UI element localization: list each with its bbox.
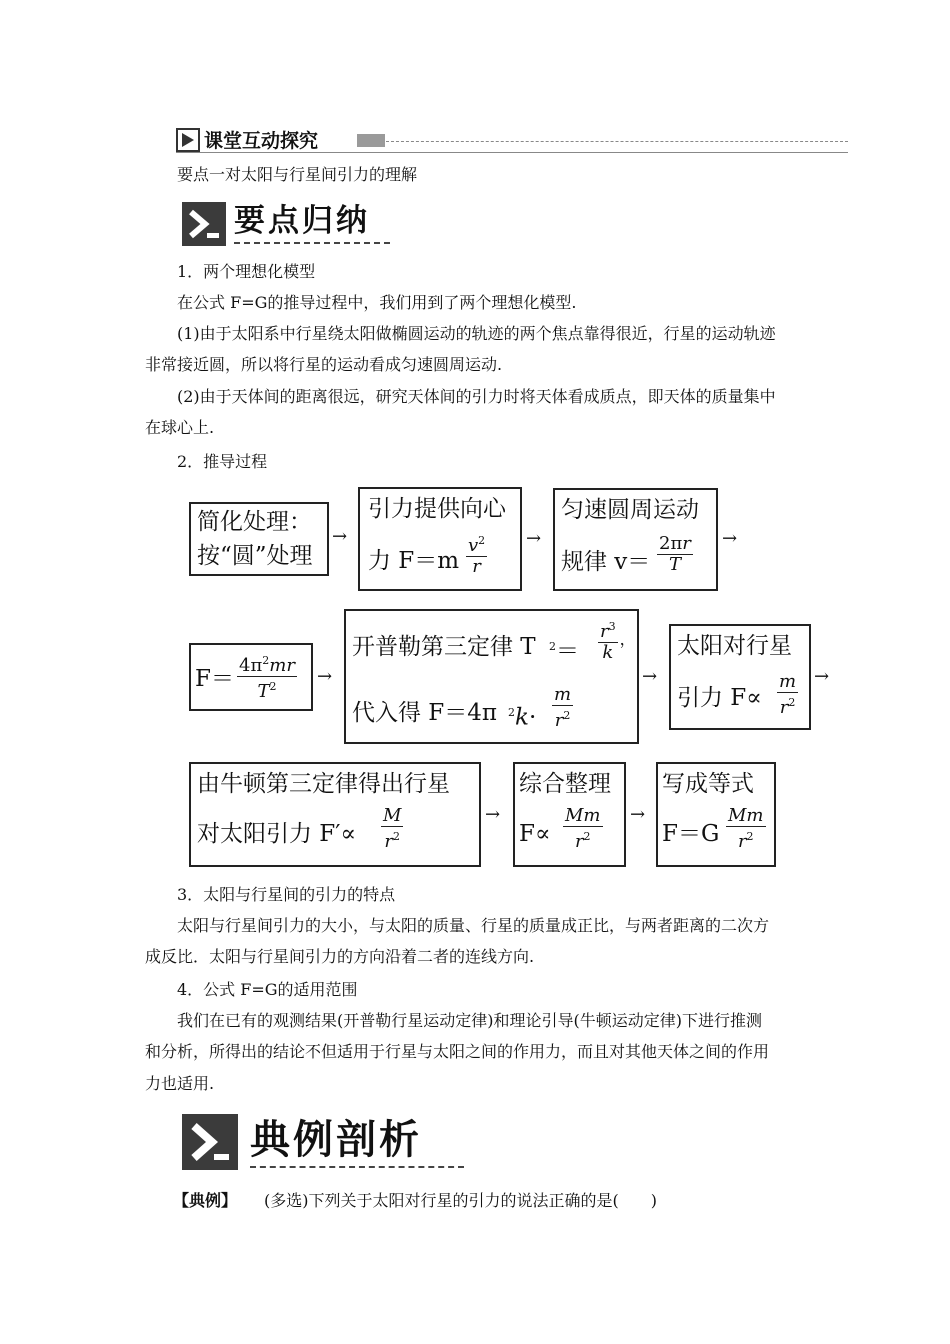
flow-arrow-1: → — [332, 526, 348, 547]
flow-arrow-8: → — [630, 804, 646, 825]
p1-intro: 在公式 F=G的推导过程中，我们用到了两个理想化模型. — [177, 293, 577, 312]
example-banner-title: 典例剖析 — [250, 1117, 422, 1163]
flow-box-simplify-l1: 简化处理： — [197, 509, 312, 535]
frac-4pi2mr-T2: $\frac{4\pi^2mr}{T^2}$ — [235, 651, 299, 702]
flow-box-newton-third — [189, 762, 481, 867]
flow-box-sun-on-planet — [669, 624, 811, 730]
chevron-logo-icon-large — [182, 1114, 238, 1170]
flow-box-kepler — [344, 609, 639, 744]
flow-box-newton-l1: 由牛顿第三定律得出行星 — [197, 771, 450, 797]
frac-r3-k: $\frac{r^3}{k}$ ， — [596, 617, 636, 663]
kepler-subst-part: $^2$k· — [508, 704, 537, 731]
header-decor-bar — [357, 134, 385, 147]
p2-heading: 2．推导过程 — [177, 452, 268, 471]
frac-v2-r: $\frac{v^2}{r}$ — [464, 531, 489, 577]
banner-dash — [234, 242, 390, 244]
p4-heading: 4．公式 F=G的适用范围 — [177, 980, 358, 999]
p4-line1: 我们在已有的观测结果(开普勒行星运动定律)和理论引导(牛顿运动定律)下进行推测 — [177, 1011, 762, 1030]
header-underline — [176, 152, 848, 153]
flow-box-equation-l2: F＝G — [662, 821, 720, 847]
flow-box-kepler-l1: 开普勒第三定律 T — [352, 634, 536, 660]
frac-m-r2-b: $\frac{m}{r^2}$ — [779, 671, 797, 718]
p1-item1-line1: (1)由于太阳系中行星绕太阳做椭圆运动的轨迹的两个焦点靠得很近，行星的运动轨迹 — [177, 324, 776, 343]
play-arrow-icon — [176, 128, 200, 152]
example-banner-dash — [250, 1166, 464, 1168]
flow-box-centripetal — [358, 487, 522, 591]
p3-line2: 成反比．太阳与行星间引力的方向沿着二者的连线方向. — [145, 947, 535, 966]
p4-line3: 力也适用. — [145, 1074, 215, 1093]
summary-banner-title: 要点归纳 — [234, 203, 370, 239]
example-question: (多选)下列关于太阳对行星的引力的说法正确的是( ) — [264, 1191, 657, 1210]
flow-box-newton-l2: 对太阳引力 F′∝ — [197, 821, 357, 847]
summary-banner — [182, 202, 392, 248]
flow-box-uniform-l1: 匀速圆周运动 — [561, 497, 699, 523]
flow-arrow-3: → — [722, 528, 738, 549]
flow-box-uniform-circular — [553, 488, 718, 591]
flow-arrow-5: → — [642, 666, 658, 687]
p1-heading: 1．两个理想化模型 — [177, 262, 316, 281]
p1-item2-line2: 在球心上. — [145, 418, 215, 437]
flow-box-uniform-l2: 规律 v＝ — [561, 549, 651, 575]
flow-box-combine-l2: F∝ — [519, 821, 551, 847]
frac-2pir-T: $\frac{2\pi r}{T}$ — [659, 533, 691, 575]
flow-box-combine-l1: 综合整理 — [519, 771, 611, 797]
p3-line1: 太阳与行星间引力的大小，与太阳的质量、行星的质量成正比，与两者距离的二次方 — [177, 916, 770, 935]
flow-box-kepler-l2: 代入得 F＝4π — [352, 700, 498, 726]
flow-box-simplify-l2: 按“圆”处理 — [197, 543, 313, 569]
flow-arrow-4: → — [317, 666, 333, 687]
flow-arrow-2: → — [526, 528, 542, 549]
flow-box-combine — [513, 762, 626, 867]
p1-item2-line1: (2)由于天体间的距离很远，研究天体间的引力时将天体看成质点，即天体的质量集中 — [177, 387, 776, 406]
header-dash-line — [386, 141, 848, 142]
flow-box-centripetal-l2: 力 F＝m — [368, 548, 460, 574]
flow-arrow-7: → — [485, 804, 501, 825]
section-header — [176, 124, 848, 154]
frac-Mm-r2-b: $\frac{Mm}{r^2}$ — [728, 805, 764, 852]
p1-item1-line2: 非常接近圆，所以将行星的运动看成匀速圆周运动. — [145, 355, 503, 374]
example-tag: 【典例】 — [173, 1191, 238, 1210]
flow-arrow-6: → — [814, 666, 830, 687]
kepler-eq-part: $^2$＝ — [549, 638, 579, 665]
flow-box-simplify — [189, 502, 329, 576]
example-banner — [182, 1114, 467, 1172]
topic-heading: 要点一对太阳与行星间引力的理解 — [177, 165, 418, 184]
flow-box-centripetal-l1: 引力提供向心 — [368, 496, 506, 522]
flow-box-equation-l1: 写成等式 — [662, 771, 754, 797]
flow-box-equation — [656, 762, 776, 867]
flow-box-sun-l2: 引力 F∝ — [677, 685, 762, 711]
flow-box-F-equation — [189, 643, 313, 711]
p4-line2: 和分析，所得出的结论不但适用于行星与太阳之间的作用力，而且对其他天体之间的作用 — [145, 1042, 770, 1061]
chevron-logo-icon — [182, 202, 226, 246]
flow-box-F-l1: F＝ — [195, 666, 234, 692]
section-title: 课堂互动探究 — [204, 130, 319, 152]
flow-box-sun-l1: 太阳对行星 — [677, 633, 792, 659]
p3-heading: 3．太阳与行星间的引力的特点 — [177, 885, 396, 904]
frac-m-r2: $\frac{m}{r^2}$ — [554, 684, 572, 731]
frac-M-r2: $\frac{M}{r^2}$ — [383, 805, 402, 852]
frac-Mm-r2: $\frac{Mm}{r^2}$ — [565, 805, 601, 852]
